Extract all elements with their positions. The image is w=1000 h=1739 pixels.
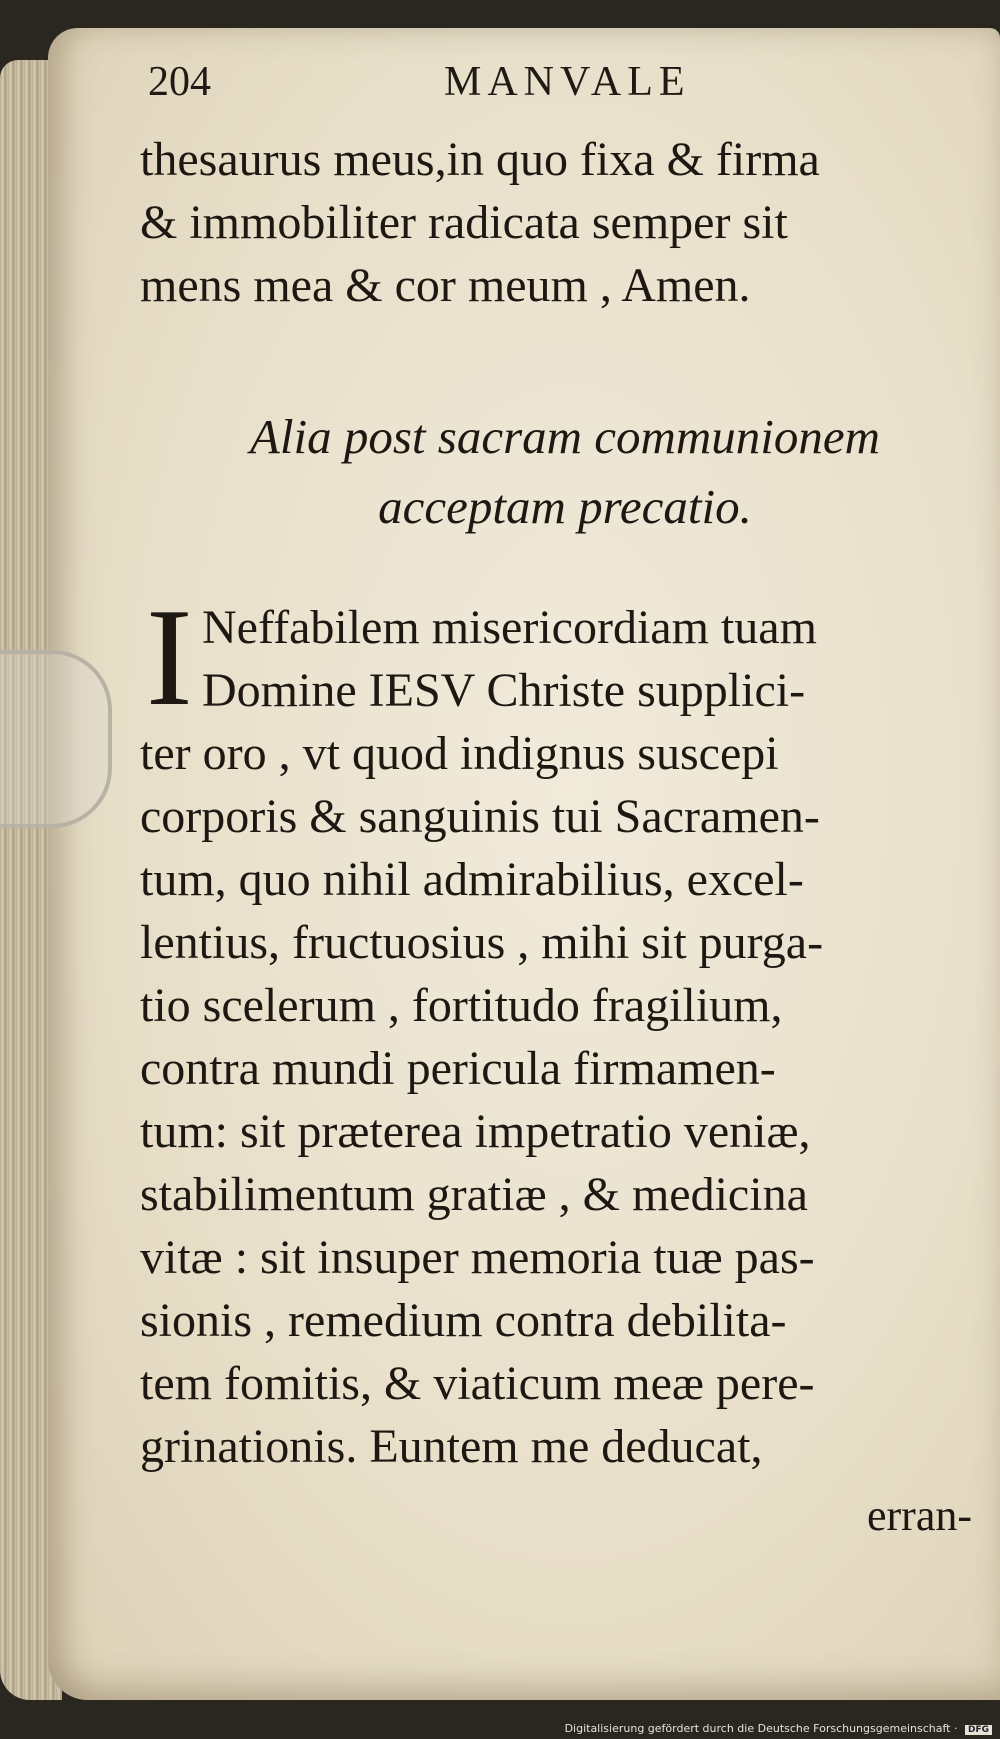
- credit-text: Digitalisierung gefördert durch die Deutsche Forschungsgemeinschaft ·: [564, 1722, 958, 1735]
- heading-line: acceptam precatio.: [378, 479, 752, 534]
- page-number: 204: [148, 59, 211, 105]
- text-line: tum: sit præterea impetratio veniæ,: [140, 1105, 811, 1158]
- dfg-logo: DFG: [965, 1725, 992, 1735]
- top-paragraph: [140, 128, 980, 317]
- text-line: thesaurus meus,in quo fixa & firma: [140, 133, 820, 186]
- text-line: sionis , remedium contra debilita-: [140, 1294, 787, 1347]
- text-line: tio scelerum , fortitudo fragilium,: [140, 979, 783, 1032]
- page-clip: [0, 650, 112, 828]
- text-line: Domine IESV Christe supplici-: [202, 664, 806, 717]
- text-line: contra mundi pericula firmamen-: [140, 1042, 776, 1095]
- section-heading: [170, 402, 960, 542]
- heading-line: Alia post sacram communionem: [249, 409, 881, 464]
- text-line: grinationis. Euntem me deducat,: [140, 1420, 763, 1473]
- text-line: stabilimentum gratiæ , & medicina: [140, 1168, 808, 1221]
- digitization-credit: [565, 1722, 992, 1735]
- text-line: tum, quo nihil admirabilius, excel-: [140, 853, 804, 906]
- text-line: corporis & sanguinis tui Sacramen-: [140, 790, 820, 843]
- text-line: ter oro , vt quod indignus suscepi: [140, 727, 779, 780]
- running-head: MANVALE: [444, 59, 691, 105]
- text-line: vitæ : sit insuper memoria tuæ pas-: [140, 1231, 815, 1284]
- page-header: [148, 58, 880, 118]
- text-line: Neffabilem misericordiam tuam: [202, 601, 817, 654]
- catchword: erran-: [866, 1491, 972, 1540]
- text-line: tem fomitis, & viaticum meæ pere-: [140, 1357, 815, 1410]
- text-line: lentius, fructuosius , mihi sit purga-: [140, 916, 824, 969]
- drop-cap: I: [146, 580, 193, 735]
- body-paragraph: [140, 580, 980, 1478]
- text-line: mens mea & cor meum , Amen.: [140, 259, 751, 312]
- text-line: & immobiliter radicata semper sit: [140, 196, 788, 249]
